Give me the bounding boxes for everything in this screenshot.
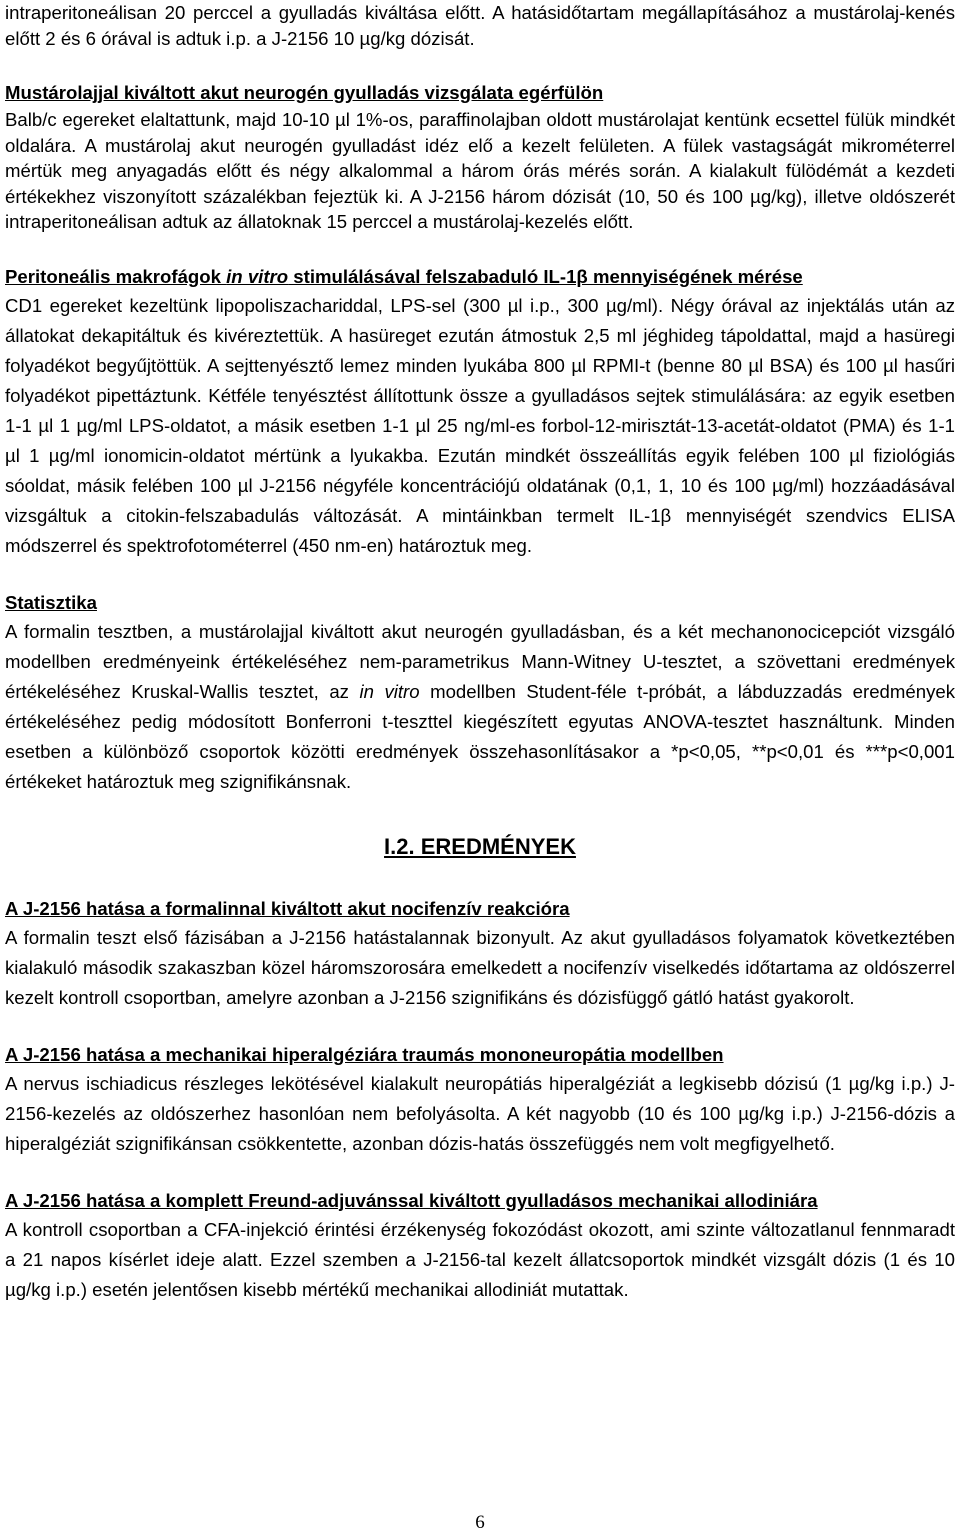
paragraph-statistics: A formalin tesztben, a mustárolajjal kiváltott akut neurogén gyulladásban, és a két mechanonocicepciót vizsgáló modellben eredményeink értékeléséhez nem-parametrikus Mann-Witney U-tesztet, a szövettani eredmények értékeléséhez Kruskal-Wallis tesztet, az in vitro modellben Student-féle t-próbát, a lábduzzadás eredmények értékeléséhez pedig módosított Bonferroni t-teszttel kiegészített egyutas ANOVA-tesztet használtunk. Minden esetben a különböző csoportok közötti eredmények összehasonlításakor a *p<0,05, **p<0,01 és ***p<0,001 értékeket határoztuk meg szignifikánsnak. xyxy=(5,620,956,792)
paragraph-macrophage: CD1 egereket kezeltünk lipopoliszachariddal, LPS-sel (300 µl i.p., 300 µg/ml). Négy órával az injektálás után az állatokat dekapitáltuk és kivéreztettük. A hasüreget ezután átmostuk 2,5 ml jéghideg tápoldattal, majd a hasüregi folyadékot begyűjtöttük. A sejttenyésztő lemez minden lyukába 800 µl RPMI-t (benne 80 µl BSA) és 100 µl hasűri folyadékot pipettáztunk. Kétféle tenyésztést állítottunk össze a gyulladásos sejtek stimulálására: az egyik esetben 1-1 µl 1 µg/ml LPS-oldatot, a másik esetben 1-1 µl 25 ng/ml-es forbol-12-mirisztát-13-acetát-oldatot (PMA) és 1-1 µl 1 µg/ml ionomicin-oldatot mértünk a lyukakba. Ezután mindkét összeállítás egyik felében 100 µl fiziológiás sóoldat, másik felében 100 µl J-2156 négyféle koncentrációjú oldatának (0,1, 1, 10 és 100 µg/ml) hozzáadásával vizsgáltuk a citokin-felszabadulás változását. A mintáinkban termelt IL-1β mennyiségét szendvics ELISA módszerrel és spektrofotométerrel (450 nm-en) határoztuk meg. xyxy=(5,294,955,556)
document-page xyxy=(5,0,955,1305)
page-number: 6 xyxy=(475,1512,485,1533)
heading-macrophage: Peritoneális makrofágok in vitro stimulálásával felszabaduló IL-1β mennyiségének mérése xyxy=(5,265,803,287)
paragraph-freund: A kontroll csoportban a CFA-injekció érintési érzékenység fokozódást okozott, ami szinte változatlanul fennmaradt a 21 napos kísérlet ideje alatt. Ezzel szemben a J-2156-tal kezelt állatcsoportok mindkét vizsgált dózis (1 és 10 µg/kg i.p.) esetén jelentősen kisebb mértékű mechanikai allodiniát mutattak. xyxy=(5,1218,955,1300)
paragraph-mustard-oil: Balb/c egereket elaltattunk, majd 10-10 µl 1%-os, paraffinolajban oldott mustárolajat kentünk ecsettel fülük mindkét oldalára. A mustárolaj akut neurogén gyulladást idéz elő a kezelt felületen. A fülek vastagságát mikrométerrel mértük meg anyagadás előtt és négy alkalommal a három órás mérés során. A kialakult fülödémát a kezdeti értékekhez viszonyított százalékban fejeztük ki. A J-2156 három dózisát (10, 50 és 100 µg/kg), illetve oldószerét intraperitoneálisan adtuk az állatoknak 15 perccel a mustárolaj-kezelés előtt. xyxy=(5,109,955,232)
intro-paragraph: intraperitoneálisan 20 perccel a gyulladás kiváltása előtt. A hatásidőtartam megállapításához a mustárolaj-kenés előtt 2 és 6 órával is adtuk i.p. a J-2156 10 µg/kg dózisát. xyxy=(5,2,955,49)
heading-freund: A J-2156 hatása a komplett Freund-adjuvánssal kiváltott gyulladásos mechanikai allodiniára xyxy=(5,1189,818,1211)
heading-statistics: Statisztika xyxy=(5,591,97,613)
paragraph-formalin: A formalin teszt első fázisában a J-2156 hatástalannak bizonyult. Az akut gyulladásos folyamatok következtében kialakuló második szakaszban közel háromszorosára emelkedett a nocifenzív viselkedés időtartama az oldószerrel kezelt kontroll csoportban, amelyre azonban a J-2156 szignifikáns és dózisfüggő gátló hatást gyakorolt. xyxy=(5,926,955,1008)
heading-formalin: A J-2156 hatása a formalinnal kiváltott akut nocifenzív reakcióra xyxy=(5,897,570,919)
heading-mustard-oil: Mustárolajjal kiváltott akut neurogén gyulladás vizsgálata egérfülön xyxy=(5,82,604,103)
paragraph-neuropathy: A nervus ischiadicus részleges lekötésével kialakult neuropátiás hiperalgéziát a legkisebb dózisú (1 µg/kg i.p.) J-2156-kezelés az oldószerhez hasonlóan nem befolyásolta. A két nagyobb (10 és 100 µg/kg i.p.) J-2156-dózis a hiperalgéziát szignifikánsan csökkentette, azonban dózis-hatás összefüggés nem volt megfigyelhető. xyxy=(5,1072,955,1154)
results-title: I.2. EREDMÉNYEK xyxy=(384,833,576,859)
heading-neuropathy: A J-2156 hatása a mechanikai hiperalgéziára traumás mononeuropátia modellben xyxy=(5,1043,724,1065)
